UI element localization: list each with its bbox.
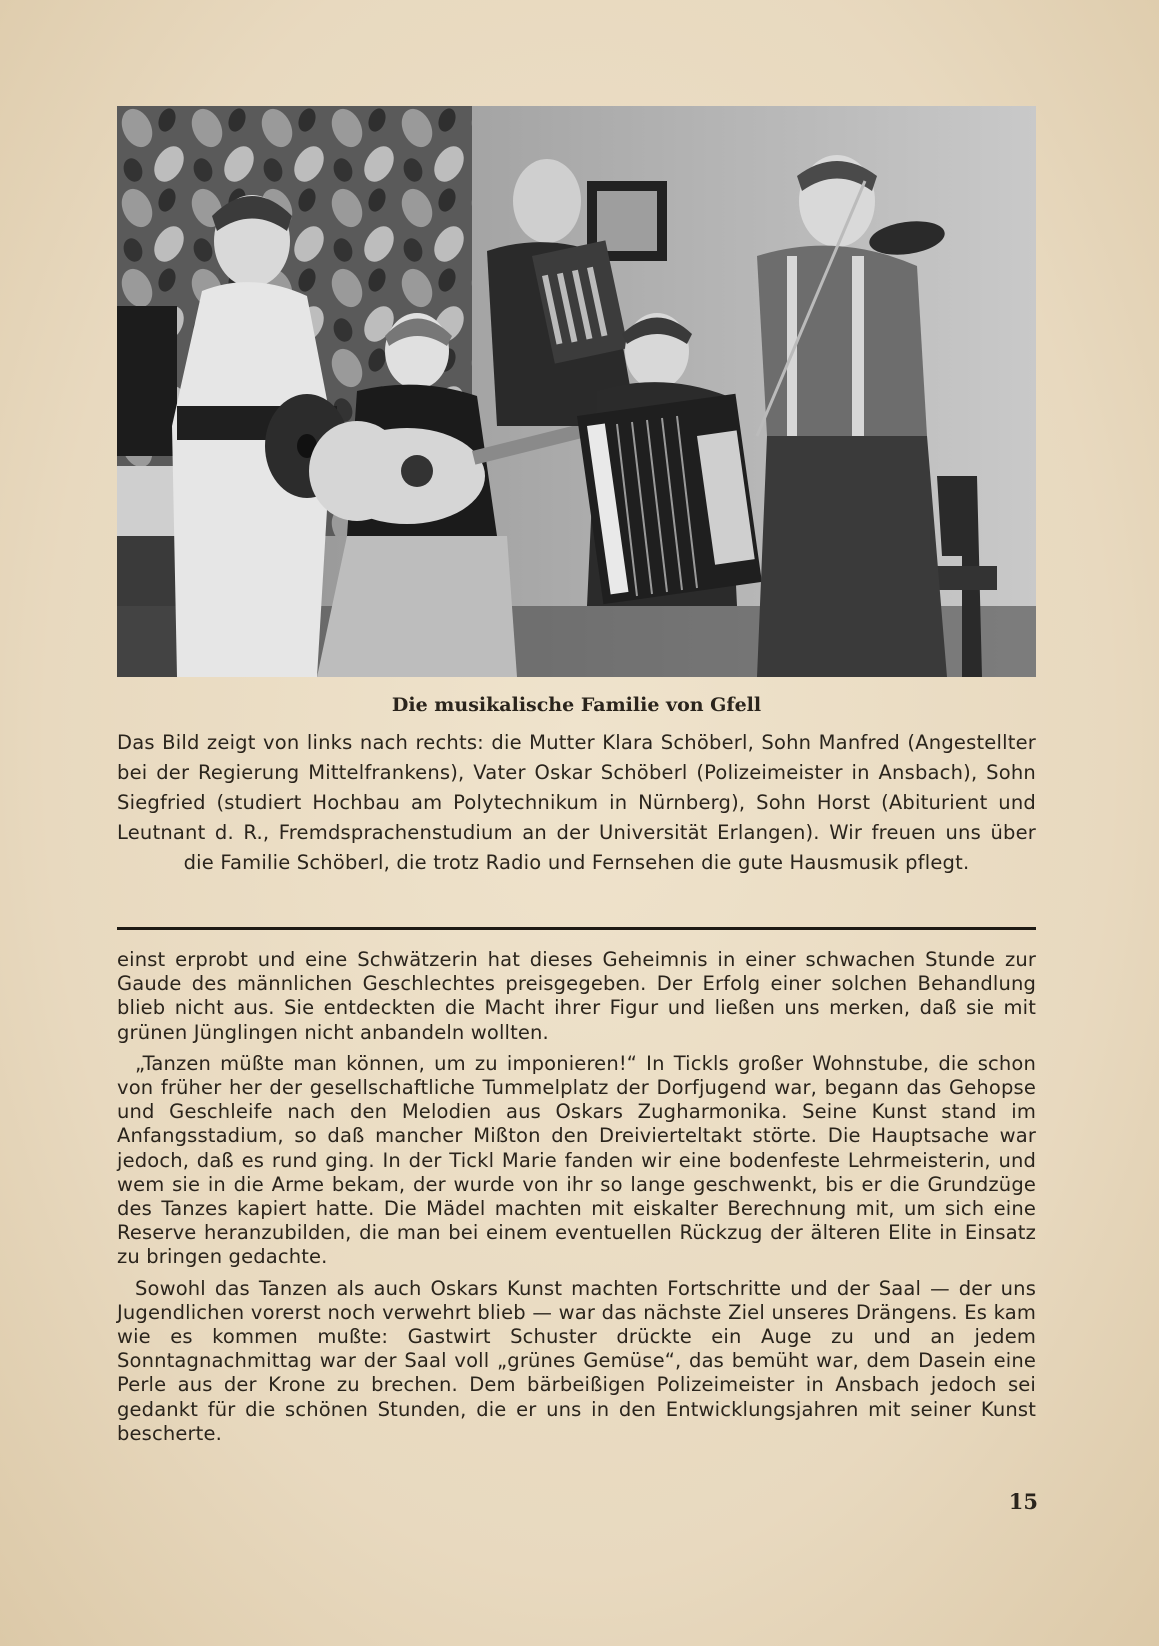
family-music-photo <box>117 106 1036 677</box>
paragraph-1: einst erprobt und eine Schwätzerin hat dieses Geheimnis in einer schwachen Stunde zur Gaude des männlichen Geschlechtes preisgegeben. Der Erfolg einer solchen Behandlung blieb nicht aus. Sie entdeckten die Macht ihrer Figur und ließen uns merken, daß sie mit grünen Jünglingen nicht anbandeln wollten. <box>117 948 1036 1044</box>
page-number: 15 <box>1008 1489 1038 1514</box>
paragraph-2: „Tanzen müßte man können, um zu imponieren!“ In Tickls großer Wohnstube, die schon von früher her der gesellschaftliche Tummelplatz der Dorfjugend war, begann das Gehopse und Geschleife nach den Melodien aus Oskars Zugharmonika. Seine Kunst stand im Anfangsstadium, so daß mancher Mißton den Dreivierteltakt störte. Die Hauptsache war jedoch, daß es rund ging. In der Tickl Marie fanden wir eine bodenfeste Lehrmeisterin, und wem sie in die Arme bekam, der wurde von ihr so lange geschwenkt, bis er die Grundzüge des Tanzes kapiert hatte. Die Mädel machten mit eiskalter Berechnung mit, um sich eine Reserve heranzubilden, die man bei einem eventuellen Rückzug der älteren Elite in Einsatz zu bringen gedachte. <box>117 1051 1036 1269</box>
section-divider <box>117 927 1036 930</box>
photo-caption-title: Die musikalische Familie von Gfell <box>391 694 762 716</box>
paragraph-3: Sowohl das Tanzen als auch Oskars Kunst machten Fortschritte und der Saal — der uns Jugendlichen vorerst noch verwehrt blieb — war das nächste Ziel unseres Drängens. Es kam wie es kommen mußte: Gastwirt Schuster drückte ein Auge zu und an jedem Sonntagnachmittag war der Saal voll „grünes Gemüse“, das bemüht war, dem Dasein eine Perle aus der Krone zu brechen. Dem bärbeißigen Polizeimeister in Ansbach jedoch sei gedankt für die schönen Stunden, die er uns in den Entwicklungsjahren mit seiner Kunst bescherte. <box>117 1276 1036 1445</box>
article-body <box>117 948 1036 1453</box>
photo-caption-text: Das Bild zeigt von links nach rechts: die Mutter Klara Schöberl, Sohn Manfred (Angestellter bei der Regierung Mittelfrankens), Vater Oskar Schöberl (Polizeimeister in Ansbach), Sohn Siegfried (studiert Hochbau am Polytechnikum in Nürnberg), Sohn Horst (Abiturient und Leutnant d. R., Fremdsprachenstudium an der Universität Erlangen). Wir freuen uns über die Familie Schöberl, die trotz Radio und Fernsehen die gute Hausmusik pflegt. <box>117 731 1036 874</box>
